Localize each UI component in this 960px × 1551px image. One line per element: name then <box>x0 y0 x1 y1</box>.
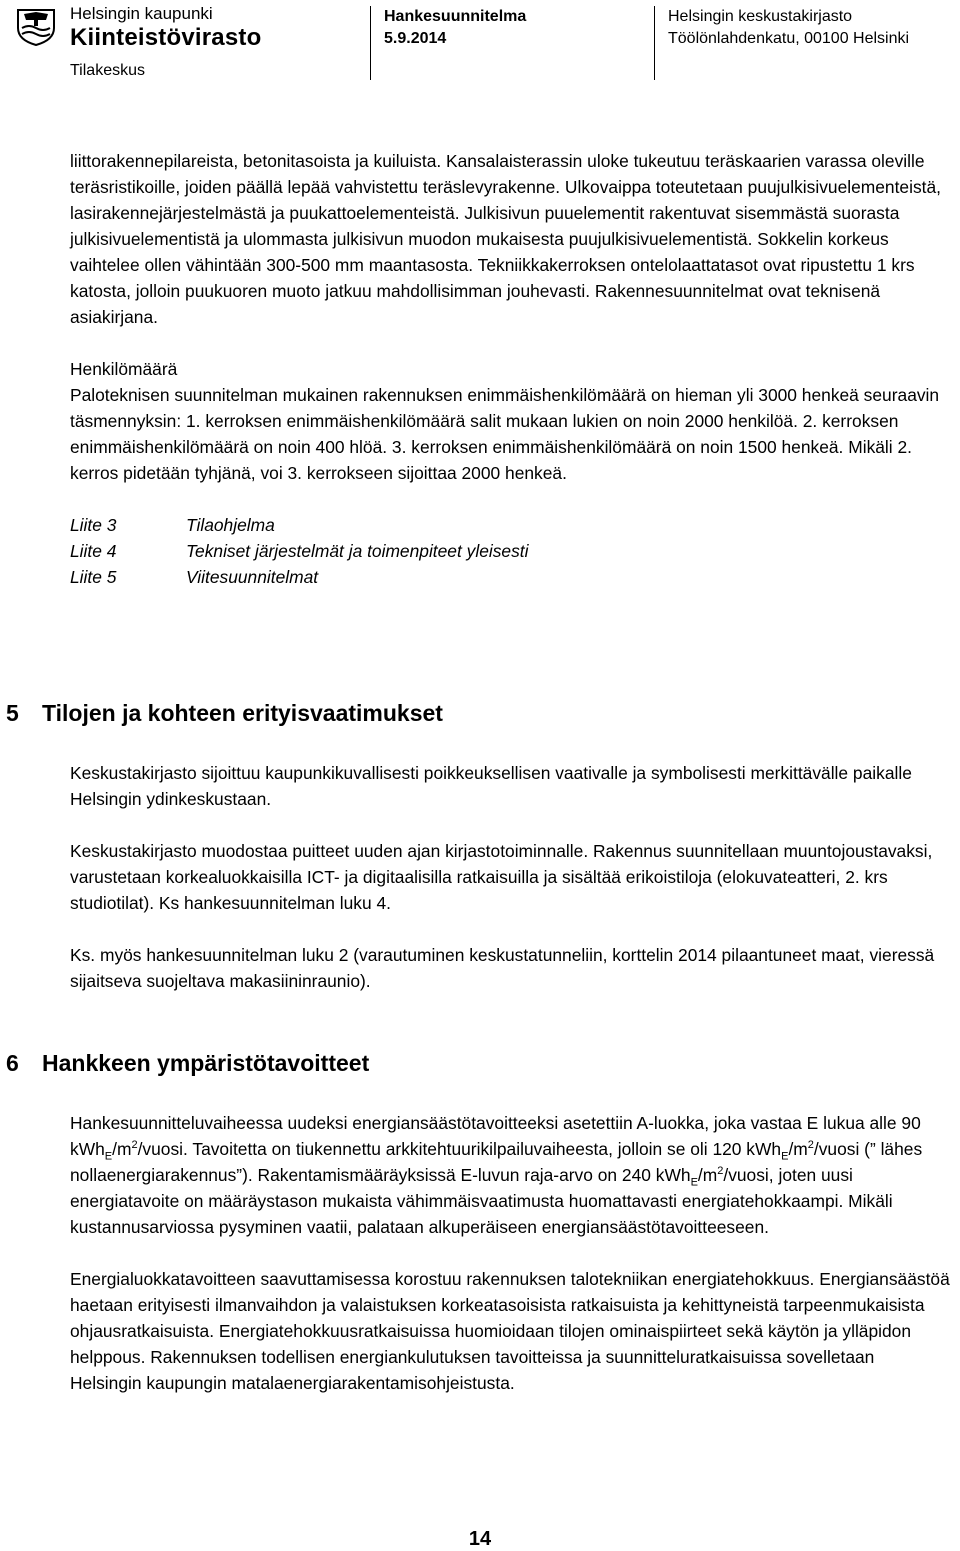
section-5-paragraph-2: Keskustakirjasto muodostaa puitteet uuden ajan kirjastotoiminnalle. Rakennus suunnitellaan muuntojoustavaksi, varustetaan korkealuokkaisilla ICT- ja digitaalisilla ratkaisuilla ja sisältää erikoistiloja (elokuvateatteri, 2. krs studiotilat). Ks hankesuunnitelman luku 4. <box>70 841 933 913</box>
appendix-row <box>70 564 950 590</box>
section-6-paragraph-1: Hankesuunnitteluvaiheessa uudeksi energiansäästötavoitteeksi asetettiin A-luokka, joka vastaa E lukua alle 90 $kWh_E/m^2$/vuosi. Tavoitetta on tiukennettu arkkitehtuurikilpailuvaiheesta, jolloin se oli 120 $kWh_E/m^2$/vuosi (” lähes nollaenergiarakennus”). Rakentamismääräyksissä E-luvun raja-arvo on 240 $kWh_E/m^2$/vuosi, joten uusi energiatavoite on määräystason mukaista vähimmäisvaatimusta huomattavasti energiatehokkaampi. Mikäli kustannusarviossa pysyminen vaatii, palataan alkuperäiseen energiansäästötavoitteeseen. <box>70 1113 923 1237</box>
section-5-body <box>70 760 950 994</box>
appendix-row <box>70 512 950 538</box>
city-name: Helsingin kaupunki <box>70 4 213 23</box>
appendix-key: Liite 5 <box>70 567 117 587</box>
henkilomaara-heading: Henkilömäärä <box>70 359 178 379</box>
page-content <box>70 148 950 590</box>
header-divider <box>370 6 371 80</box>
document-info <box>384 6 526 50</box>
page-number: 14 <box>468 1528 492 1550</box>
page-header <box>0 0 960 82</box>
organization-name: Kiinteistövirasto <box>70 24 262 51</box>
appendix-key: Liite 3 <box>70 515 117 535</box>
section-6-body <box>70 1110 950 1396</box>
section-title: Hankkeen ympäristötavoitteet <box>42 1050 370 1076</box>
appendix-title: Tilaohjelma <box>186 515 275 535</box>
appendix-row <box>70 538 950 564</box>
intro-paragraph: liittorakennepilareista, betonitasoista ja kuiluista. Kansalaisterassin uloke tukeutuu teräskaarien varassa oleville teräsristikoille, joiden päällä lepää vahvistettu teräslevyrakenne. Ulkovaippa toteutetaan puujulkisivuelementeistä, lasirakennejärjestelmästä ja puukattoelementeistä. Julkisivun puuelementit rakentuvat sisemmästä suorasta julkisivuelementistä ja ulommasta julkisivun muodon mukaisesta puujulkisivuelementistä. Sokkelin korkeus vaihtelee ollen vähintään 300-500 mm maantasosta. Tekniikkakerroksen ontelolaattatasot ovat ripustettu 1 krs katosta, jolloin puukuoren muoto jatkuu mahdollisimman jouhevasti. Rakennesuunnitelmat ovat teknisenä asiakirjana. <box>70 151 942 327</box>
section-6-heading <box>6 1050 369 1077</box>
project-address: Töölönlahdenkatu, 00100 Helsinki <box>668 30 910 47</box>
section-number: 5 <box>6 700 19 726</box>
document-title: Hankesuunnitelma <box>384 8 527 25</box>
project-info <box>668 6 909 50</box>
organization-unit: Tilakeskus <box>70 62 145 79</box>
helsinki-crest-icon <box>14 6 58 46</box>
appendix-title: Tekniset järjestelmät ja toimenpiteet yleisesti <box>186 541 529 561</box>
appendix-title: Viitesuunnitelmat <box>186 567 319 587</box>
henkilomaara-paragraph: Paloteknisen suunnitelman mukainen rakennuksen enimmäishenkilömäärä on hieman yli 3000 henkeä seuraavin täsmennyksin: 1. kerroksen enimmäishenkilömäärä salit mukaan lukien on noin 2000 henkilöä. 2. kerroksen enimmäishenkilömäärä on noin 400 hlöä. 3. kerroksen enimmäishenkilömäärä on noin 1500 henkeä. Mikäli 2. kerros pidetään tyhjänä, voi 3. kerrokseen sijoittaa 2000 henkeä. <box>70 385 940 483</box>
document-date: 5.9.2014 <box>384 30 447 47</box>
section-5-paragraph-1: Keskustakirjasto sijoittuu kaupunkikuvallisesti poikkeuksellisen vaativalle ja symbolisesti merkittävälle paikalle Helsingin ydinkeskustaan. <box>70 763 912 809</box>
section-5-paragraph-3: Ks. myös hankesuunnitelman luku 2 (varautuminen keskustatunneliin, korttelin 2014 pilaantuneet maat, vieressä sijaitseva suojeltava makasiininraunio). <box>70 945 935 991</box>
organization-block <box>70 4 261 52</box>
appendix-key: Liite 4 <box>70 541 117 561</box>
section-5-heading <box>6 700 443 727</box>
section-6-paragraph-2: Energialuokkatavoitteen saavuttamisessa korostuu rakennuksen talotekniikan energiatehokkuus. Energiansäästöä haetaan erityisesti ilmanvaihdon ja valaistuksen korkeatasoisista ratkaisuista ja kehittyneistä tarpeenmukaisista ohjausratkaisuista. Energiatehokkuusratkaisuissa huomioidaan tilojen ominaispiirteet sekä käytön ja ylläpidon helppous. Rakennuksen todellisen energiankulutuksen tavoitteissa ja suunnitteluratkaisuissa sovelletaan Helsingin kaupungin matalaenergiarakentamisohjeistusta. <box>70 1269 950 1393</box>
header-divider <box>654 6 655 80</box>
section-number: 6 <box>6 1050 19 1076</box>
section-title: Tilojen ja kohteen erityisvaatimukset <box>42 700 443 726</box>
project-name: Helsingin keskustakirjasto <box>668 8 853 25</box>
